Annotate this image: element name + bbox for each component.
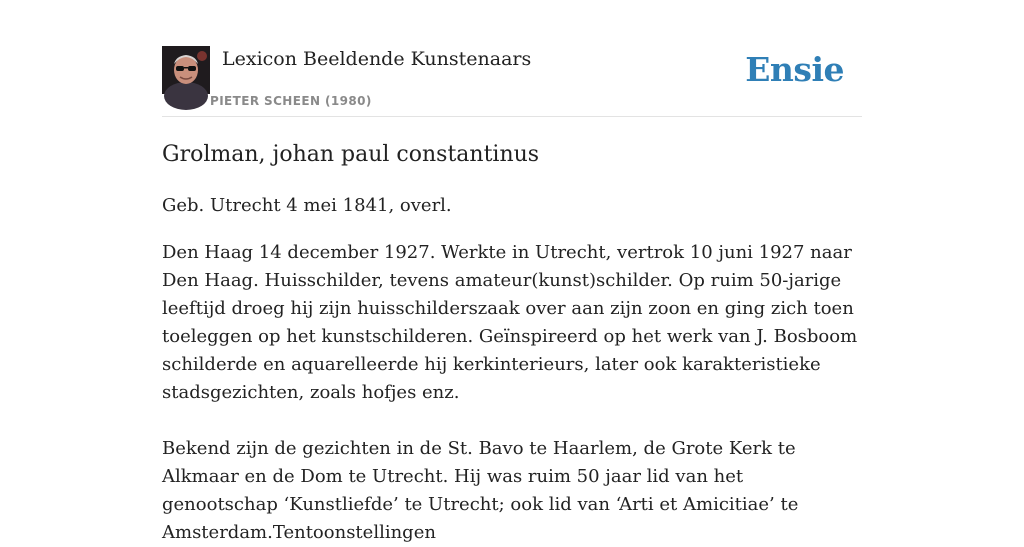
ensie-logo[interactable]: Ensie (745, 50, 844, 89)
book-author: PIETER SCHEEN (1980) (210, 94, 372, 108)
author-avatar[interactable] (162, 46, 210, 94)
author-portrait-icon (162, 46, 210, 94)
entry-paragraph: Geb. Utrecht 4 mei 1841, overl. (162, 195, 452, 216)
entry-paragraph: Bekend zijn de gezichten in de St. Bavo te Haarlem, de Grote Kerk te Alkmaar en de Dom te Utrecht. Hij was ruim 50 jaar lid van het genootschap ‘Kunstliefde’ te Utrecht; ook lid van ‘Arti et Amicitiae’ te Amsterdam.Tentoonstellingen (162, 438, 799, 543)
header (162, 46, 862, 117)
entry-title: Grolman, johan paul constantinus (162, 142, 540, 167)
book-title[interactable]: Lexicon Beeldende Kunstenaars (222, 48, 532, 70)
entry-paragraph: Den Haag 14 december 1927. Werkte in Utrecht, vertrok 10 juni 1927 naar Den Haag. Huisschilder, tevens amateur(kunst)schilder. Op ruim 50-jarige leeftijd droeg hij zijn huisschilderszaak over aan zijn zoon en ging zich toen toeleggen op het kunstschilderen. Geïnspireerd op het werk van J. Bosboom schilderde en aquarelleerde hij kerkinterieurs, later ook karakteristieke stadsgezichten, zoals hofjes enz. (162, 242, 858, 403)
